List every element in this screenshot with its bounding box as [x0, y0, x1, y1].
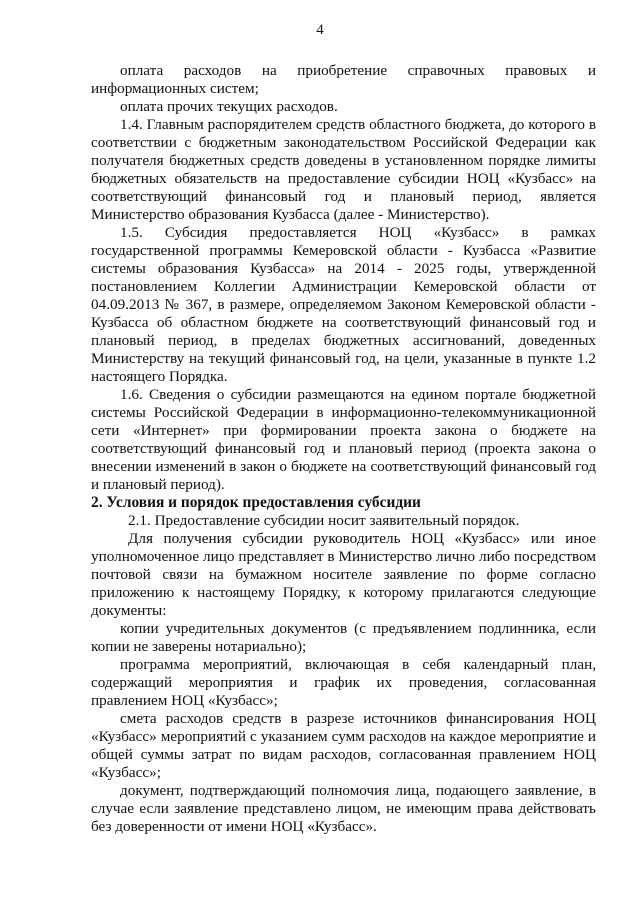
paragraph: программа мероприятий, включающая в себя календарный план, содержащий мероприятия и график их проведения, согласованная правлением НОЦ «Кузбасс»; [91, 656, 596, 709]
section-title: 2. Условия и порядок предоставления субсидии [91, 494, 421, 511]
paragraph: 1.4. Главным распорядителем средств областного бюджета, до которого в соответствии с бюджетным законодательством Российской Федерации как получателя бюджетных средств доведены в установленном порядке лимиты бюджетных обязательств на предоставление субсидии НОЦ «Кузбасс» на соответствующий финансовый год и плановый период, является Министерство образования Кузбасса (далее - Министерство). [91, 116, 596, 223]
paragraph: смета расходов средств в разрезе источников финансирования НОЦ «Кузбасс» мероприятий с указанием сумм расходов на каждое мероприятие и общей суммы затрат по видам расходов, согласованная правлением НОЦ «Кузбасс»; [91, 710, 596, 781]
document-body [91, 62, 596, 836]
paragraph: 2.1. Предоставление субсидии носит заявительный порядок. [128, 512, 520, 529]
paragraph: оплата расходов на приобретение справочных правовых и информационных систем; [91, 62, 596, 97]
paragraph: Для получения субсидии руководитель НОЦ «Кузбасс» или иное уполномоченное лицо представляет в Министерство лично либо посредством почтовой связи на бумажном носителе заявление по форме согласно приложению к настоящему Порядку, к которому прилагаются следующие документы: [91, 530, 596, 619]
paragraph: оплата прочих текущих расходов. [120, 98, 338, 115]
paragraph: 1.6. Сведения о субсидии размещаются на едином портале бюджетной системы Российской Федерации в информационно-телекоммуникационной сети «Интернет» при формировании проекта закона о бюджете на соответствующий финансовый год и плановый период (проекта закона о внесении изменений в закон о бюджете на соответствующий финансовый год и плановый период). [91, 386, 596, 493]
paragraph: документ, подтверждающий полномочия лица, подающего заявление, в случае если заявление представлено лицом, не имеющим права действовать без доверенности от имени НОЦ «Кузбасс». [91, 782, 596, 835]
paragraph: 1.5. Субсидия предоставляется НОЦ «Кузбасс» в рамках государственной программы Кемеровской области - Кузбасса «Развитие системы образования Кузбасса» на 2014 - 2025 годы, утвержденной постановлением Коллегии Администрации Кемеровской области от 04.09.2013 № 367, в размере, определяемом Законом Кемеровской области - Кузбасса об областном бюджете на соответствующий финансовый год и плановый период, в пределах бюджетных ассигнований, доведенных Министерству на текущий финансовый год, на цели, указанные в пункте 1.2 настоящего Порядка. [91, 224, 596, 385]
page-number: 4 [316, 22, 324, 38]
paragraph: копии учредительных документов (с предъявлением подлинника, если копии не заверены нотариально); [91, 620, 596, 655]
